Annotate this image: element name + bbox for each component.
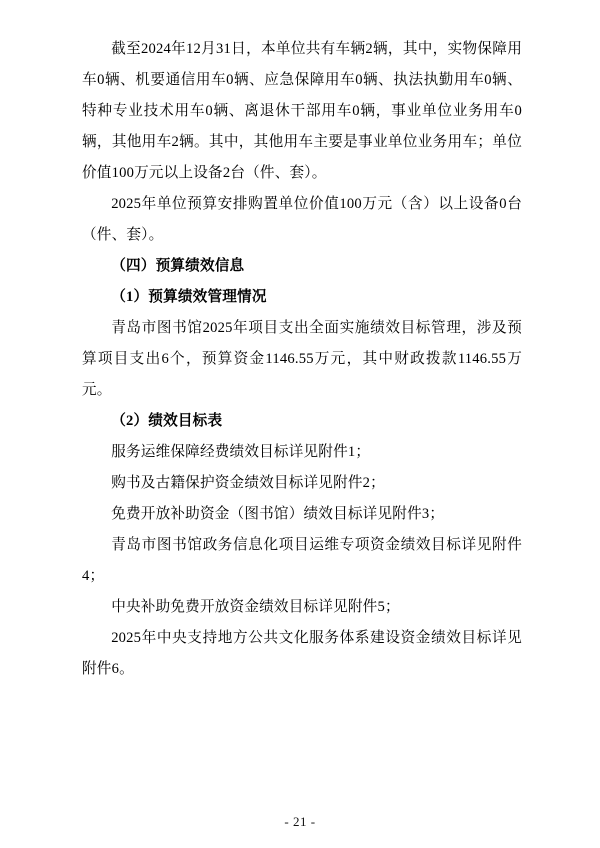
paragraph-attachment-4: 青岛市图书馆政务信息化项目运维专项资金绩效目标详见附件4；	[82, 537, 522, 584]
document-body	[82, 34, 522, 685]
paragraph-attachment-3: 免费开放补助资金（图书馆）绩效目标详见附件3；	[111, 506, 445, 522]
paragraph-attachment-1: 服务运维保障经费绩效目标详见附件1；	[111, 444, 371, 460]
sub-heading-targets: （2）绩效目标表	[111, 413, 223, 429]
section-heading-performance: （四）预算绩效信息	[111, 258, 245, 274]
page-number-footer: - 21 -	[284, 814, 316, 829]
paragraph-performance-management-body: 青岛市图书馆2025年项目支出全面实施绩效目标管理，涉及预算项目支出6个，预算资金1146.55万元，其中财政拨款1146.55万元。	[82, 320, 522, 398]
paragraph-attachment-2: 购书及古籍保护资金绩效目标详见附件2；	[111, 475, 385, 491]
paragraph-attachment-6: 2025年中央支持地方公共文化服务体系建设资金绩效目标详见附件6。	[82, 630, 522, 677]
paragraph-attachment-5: 中央补助免费开放资金绩效目标详见附件5；	[111, 599, 400, 615]
paragraph-vehicle-assets: 截至2024年12月31日，本单位共有车辆2辆，其中，实物保障用车0辆、机要通信用车0辆、应急保障用车0辆、执法执勤用车0辆、特种专业技术用车0辆、离退休干部用车0辆，事业单位业务用车0辆，其他用车2辆。其中，其他用车主要是事业单位业务用车；单位价值100万元以上设备2台（件、套）。	[82, 41, 522, 181]
sub-heading-management: （1）预算绩效管理情况	[111, 289, 267, 305]
paragraph-equipment-budget: 2025年单位预算安排购置单位价值100万元（含）以上设备0台（件、套）。	[82, 196, 522, 243]
